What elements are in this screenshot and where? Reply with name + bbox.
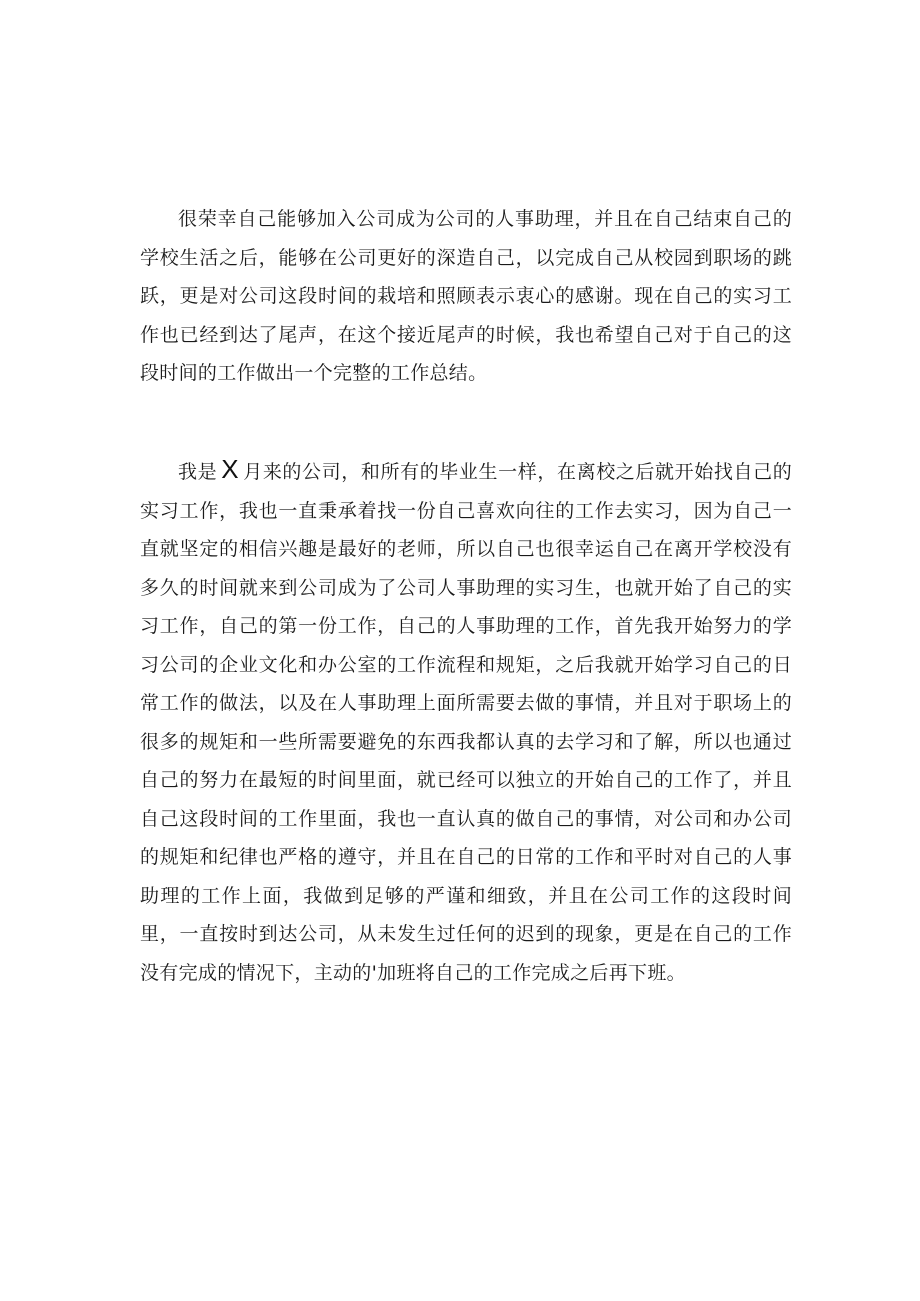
month-placeholder: X [221,454,239,484]
paragraph-work-experience [140,450,792,992]
paragraph-intro: 很荣幸自己能够加入公司成为公司的人事助理，并且在自己结束自己的学校生活之后，能够在公司更好的深造自己，以完成自己从校园到职场的跳跃，更是对公司这段时间的栽培和照顾表示衷心的感谢。现在自己的实习工作也已经到达了尾声，在这个接近尾声的时候，我也希望自己对于自己的这段时间的工作做出一个完整的工作总结。 [140,208,792,384]
paragraph-body-text: 月来的公司，和所有的毕业生一样，在离校之后就开始找自己的实习工作，我也一直秉承着找一份自己喜欢向往的工作去实习，因为自己一直就坚定的相信兴趣是最好的老师，所以自己也很幸运自己在离开学校没有多久的时间就来到公司成为了公司人事助理的实习生，也就开始了自己的实习工作，自己的第一份工作，自己的人事助理的工作，首先我开始努力的学习公司的企业文化和办公室的工作流程和规矩，之后我就开始学习自己的日常工作的做法，以及在人事助理上面所需要去做的事情，并且对于职场上的很多的规矩和一些所需要避免的东西我都认真的去学习和了解，所以也通过自己的努力在最短的时间里面，就已经可以独立的开始自己的工作了，并且自己这段时间的工作里面，我也一直认真的做自己的事情，对公司和办公司的规矩和纪律也严格的遵守，并且在自己的日常的工作和平时对自己的人事助理的工作上面，我做到足够的严谨和细致，并且在公司工作的这段时间里，一直按时到达公司，从未发生过任何的迟到的现象，更是在自己的工作没有完成的情况下，主动的'加班将自己的工作完成之后再下班。 [140,461,792,984]
paragraph-lead-text: 我是 [178,461,218,483]
